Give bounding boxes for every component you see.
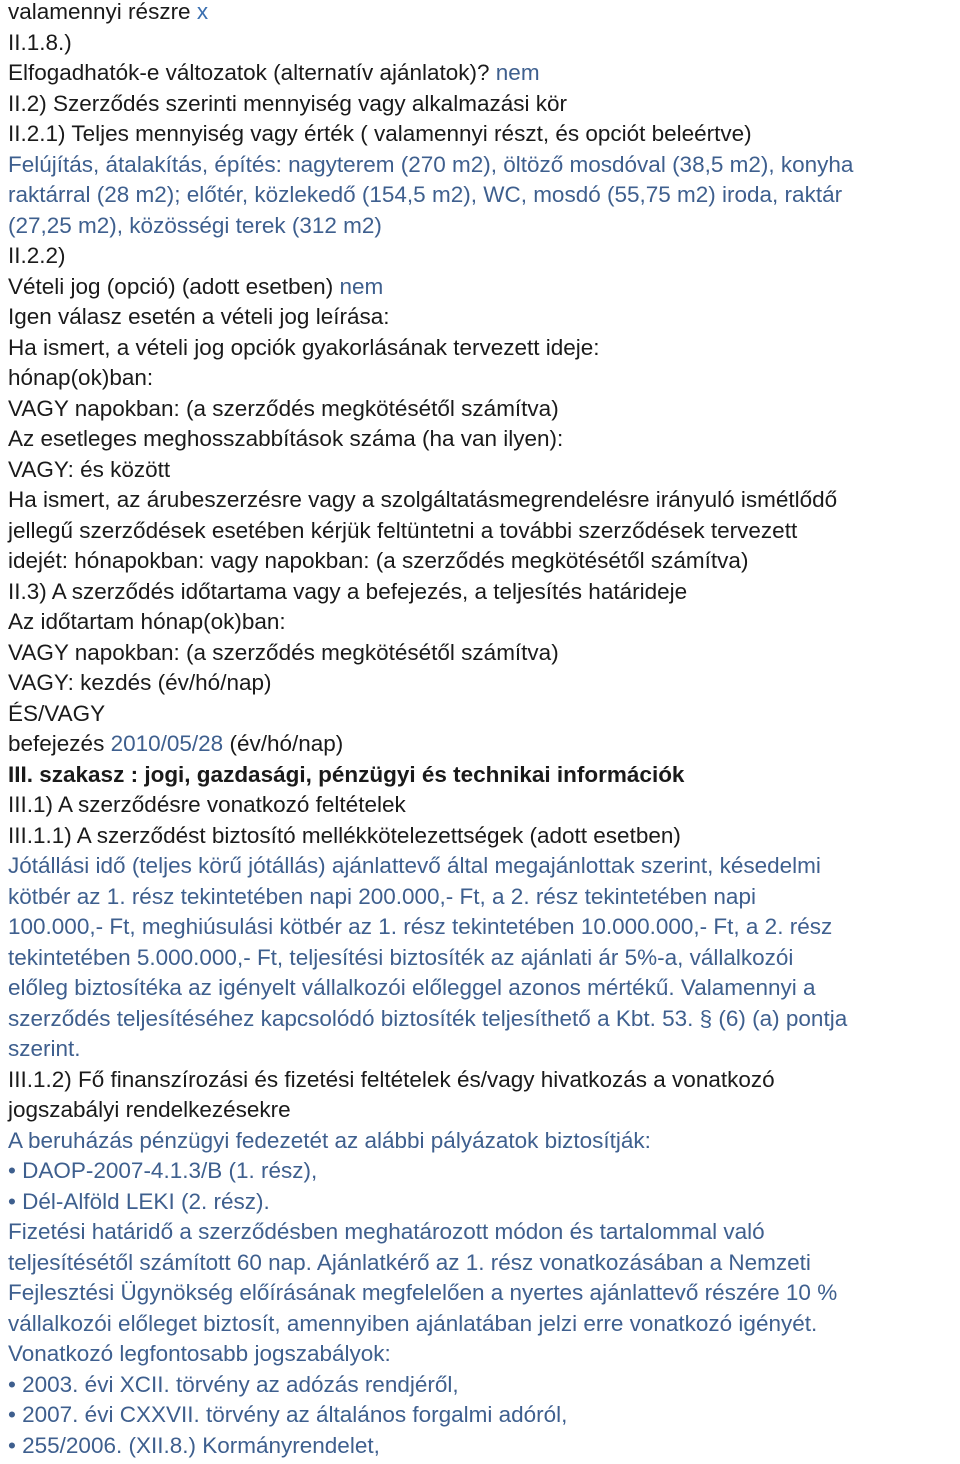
text-segment: Ha ismert, az árubeszerzésre vagy a szolgáltatásmegrendelésre irányuló ismétlődő [8, 487, 838, 512]
text-line [8, 638, 960, 669]
text-line [8, 760, 960, 791]
text-segment: Az időtartam hónap(ok)ban: [8, 609, 286, 634]
text-segment: raktárral (28 m2); előtér, közlekedő (154,5 m2), WC, mosdó (55,75 m2) iroda, raktár [8, 182, 843, 207]
text-segment: A beruházás pénzügyi fedezetét az alábbi pályázatok biztosítják: [8, 1127, 651, 1153]
text-segment: jogszabályi rendelkezésekre [8, 1097, 291, 1122]
text-line [8, 1126, 960, 1157]
text-segment: III.1) A szerződésre vonatkozó feltételek [8, 792, 406, 817]
text-line [8, 119, 960, 150]
text-segment: Jótállási idő (teljes körű jótállás) ajánlattevő által megajánlottak szerint, késedelmi [8, 853, 821, 878]
text-segment: x [196, 0, 209, 24]
text-line [8, 699, 960, 730]
text-segment: hónap(ok)ban: [8, 365, 154, 390]
text-segment: Felújítás, átalakítás, építés: nagyterem (270 m2), öltöző mosdóval (38,5 m2), konyha [8, 151, 854, 177]
text-line [8, 394, 960, 425]
text-segment: • 2007. évi CXXVII. törvény az általános forgalmi adóról, [8, 1402, 568, 1427]
text-line [8, 1034, 960, 1065]
text-segment: II.1.8.) [8, 29, 72, 55]
text-segment: VAGY napokban: (a szerződés megkötésétől számítva) [8, 395, 559, 421]
text-segment: VAGY: kezdés (év/hó/nap) [8, 670, 272, 695]
text-segment: vállalkozói előleget biztosít, amennyiben ajánlatában jelzi erre vonatkozó igényét. [8, 1310, 818, 1336]
text-line [8, 211, 960, 242]
text-segment: teljesítésétől számított 60 nap. Ajánlatkérő az 1. rész vonatkozásában a Nemzeti [8, 1249, 811, 1275]
text-line [8, 943, 960, 974]
text-line [8, 729, 960, 760]
text-segment: • 2003. évi XCII. törvény az adózás rendjéről, [8, 1371, 459, 1397]
text-segment: Fejlesztési Ügynökség előírásának megfelelően a nyertes ajánlattevő részére 10 % [8, 1280, 838, 1305]
text-line [8, 424, 960, 455]
text-line [8, 1217, 960, 1248]
text-segment: Az esetleges meghosszabbítások száma (ha van ilyen): [8, 426, 564, 451]
text-segment: II.2.1) Teljes mennyiség vagy érték ( valamennyi részt, és opciót beleértve) [8, 121, 752, 146]
text-segment: VAGY: és között [8, 456, 171, 482]
text-segment: • DAOP-2007-4.1.3/B (1. rész), [8, 1158, 318, 1183]
text-line [8, 607, 960, 638]
text-line [8, 1004, 960, 1035]
text-segment: 2010/05/28 [110, 731, 224, 756]
text-line [8, 790, 960, 821]
text-line [8, 272, 960, 303]
text-segment: Fizetési határidő a szerződésben meghatározott módon és tartalommal való [8, 1219, 765, 1244]
text-segment: (27,25 m2), közösségi terek (312 m2) [8, 212, 382, 238]
text-line [8, 89, 960, 120]
text-line [8, 58, 960, 89]
text-segment: VAGY napokban: (a szerződés megkötésétől számítva) [8, 639, 559, 665]
text-segment: jellegű szerződések esetében kérjük feltüntetni a további szerződések tervezett [8, 517, 798, 543]
text-segment: • Dél-Alföld LEKI (2. rész). [8, 1188, 270, 1214]
text-segment: előleg biztosítéka az igényelt vállalkozói előleggel azonos mértékű. Valamennyi a [8, 975, 816, 1000]
text-segment: nem [495, 60, 540, 85]
text-line [8, 1278, 960, 1309]
text-line [8, 1309, 960, 1340]
text-line [8, 577, 960, 608]
text-line [8, 363, 960, 394]
text-segment: szerződés teljesítéséhez kapcsolódó biztosíték teljesíthető a Kbt. 53. § (6) (a) pontja [8, 1005, 848, 1031]
text-segment: • 255/2006. (XII.8.) Kormányrendelet, [8, 1432, 380, 1458]
text-segment: III.1.1) A szerződést biztosító mellékkötelezettségek (adott esetben) [8, 822, 681, 848]
text-line [8, 546, 960, 577]
text-segment: tekintetében 5.000.000,- Ft, teljesítési biztosíték az ajánlati ár 5%-a, vállalkozói [8, 944, 794, 970]
text-segment: Ha ismert, a vételi jog opciók gyakorlásának tervezett ideje: [8, 334, 600, 360]
text-line [8, 180, 960, 211]
text-line [8, 241, 960, 272]
text-line [8, 1400, 960, 1431]
text-line [8, 1095, 960, 1126]
text-line [8, 150, 960, 181]
text-segment: II.2) Szerződés szerinti mennyiség vagy alkalmazási kör [8, 90, 567, 116]
text-segment: Igen válasz esetén a vételi jog leírása: [8, 304, 390, 329]
text-segment: ÉS/VAGY [8, 700, 106, 726]
text-line [8, 1187, 960, 1218]
text-line [8, 912, 960, 943]
text-line [8, 28, 960, 59]
text-line [8, 455, 960, 486]
text-segment: Vételi jog (opció) (adott esetben) [8, 273, 340, 299]
text-segment: II.2.2) [8, 243, 66, 268]
text-segment: valamennyi részre [8, 0, 197, 24]
text-line [8, 821, 960, 852]
text-line [8, 1431, 960, 1462]
text-line [8, 1339, 960, 1370]
text-segment: (év/hó/nap) [223, 731, 344, 756]
text-segment: III. szakasz : jogi, gazdasági, pénzügyi és technikai információk [8, 761, 685, 787]
text-line [8, 1370, 960, 1401]
text-line [8, 973, 960, 1004]
text-segment: kötbér az 1. rész tekintetében napi 200.000,- Ft, a 2. rész tekintetében napi [8, 883, 756, 909]
text-segment: szerint. [8, 1036, 81, 1061]
text-segment: 100.000,- Ft, meghiúsulási kötbér az 1. rész tekintetében 10.000.000,- Ft, a 2. rész [8, 914, 833, 939]
text-line [8, 0, 960, 28]
text-line [8, 1156, 960, 1187]
text-line [8, 882, 960, 913]
text-line [8, 1065, 960, 1096]
text-line [8, 516, 960, 547]
text-line [8, 1248, 960, 1279]
text-segment: II.3) A szerződés időtartama vagy a befejezés, a teljesítés határideje [8, 578, 688, 604]
text-segment: befejezés [8, 731, 111, 756]
text-segment: nem [339, 273, 384, 299]
text-segment: Vonatkozó legfontosabb jogszabályok: [8, 1341, 391, 1366]
text-segment: Elfogadhatók-e változatok (alternatív ajánlatok)? [8, 60, 496, 85]
text-line [8, 333, 960, 364]
text-segment: III.1.2) Fő finanszírozási és fizetési feltételek és/vagy hivatkozás a vonatkozó [8, 1066, 775, 1092]
text-line [8, 485, 960, 516]
text-segment: idejét: hónapokban: vagy napokban: (a szerződés megkötésétől számítva) [8, 548, 749, 573]
text-line [8, 851, 960, 882]
text-line [8, 668, 960, 699]
text-line [8, 302, 960, 333]
